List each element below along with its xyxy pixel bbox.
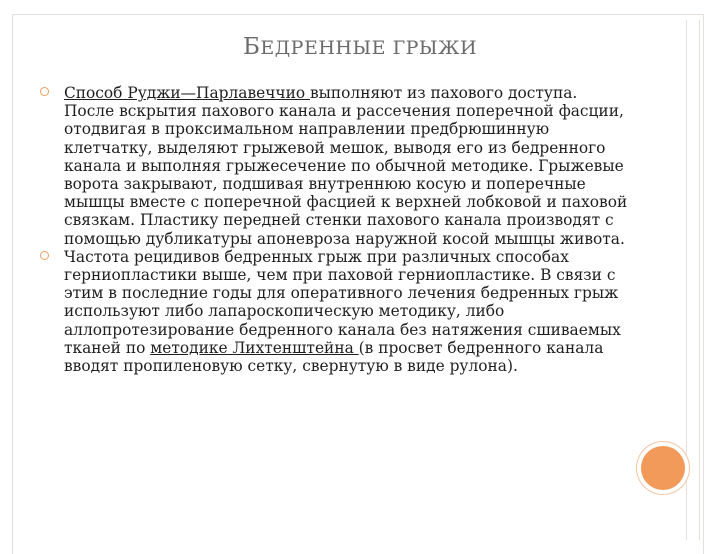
title-rest: ЕДРЕННЫЕ ГРЫЖИ — [260, 37, 478, 59]
slide-side-bar — [686, 20, 700, 540]
slide-title — [0, 34, 720, 60]
bullet-text: выполняют из пахового доступа. После вскрытия пахового канала и рассечения поперечной фасции, отодвигая в проксимальном направлении предбрюшинную клетчатку, выделяют грыжевой мешок, выводя его из бедренного канала и выполняя грыжесечение по обычной методике. Грыжевые ворота закрывают, подшивая внутреннюю косую и поперечные мышцы вместе с поперечной фасцией к верхней лобковой и паховой связкам. Пластику передней стенки пахового канала производят с помощью дубликатуры апоневроза наружной косой мышцы живота. — [64, 84, 628, 248]
bullet-list — [38, 84, 628, 375]
bullet-text-end: (в просвет бедренного канала вводят пропиленовую сетку, свернутую в виде рулона). — [64, 338, 604, 376]
decorative-circle — [641, 446, 685, 490]
title-initial: Б — [242, 34, 261, 60]
bullet-text: Частота рецидивов бедренных грыж при различных способах герниопластики выше, чем при паховой герниопластике. В связи с этим в последние годы для оперативного лечения бедренных грыж используют либо лапароскопическую методику, либо аллопротезирование бедренного канала без натяжения сшиваемых тканей по — [64, 247, 621, 357]
bullet-marker-icon — [40, 87, 49, 96]
lichtenstein-link[interactable]: методике Лихтенштейна — [150, 338, 359, 357]
bullet-item — [38, 248, 628, 375]
bullet-item — [38, 84, 628, 248]
bullet-marker-icon — [40, 251, 49, 260]
method-link[interactable]: Способ Руджи—Парлавеччио — [64, 84, 310, 102]
